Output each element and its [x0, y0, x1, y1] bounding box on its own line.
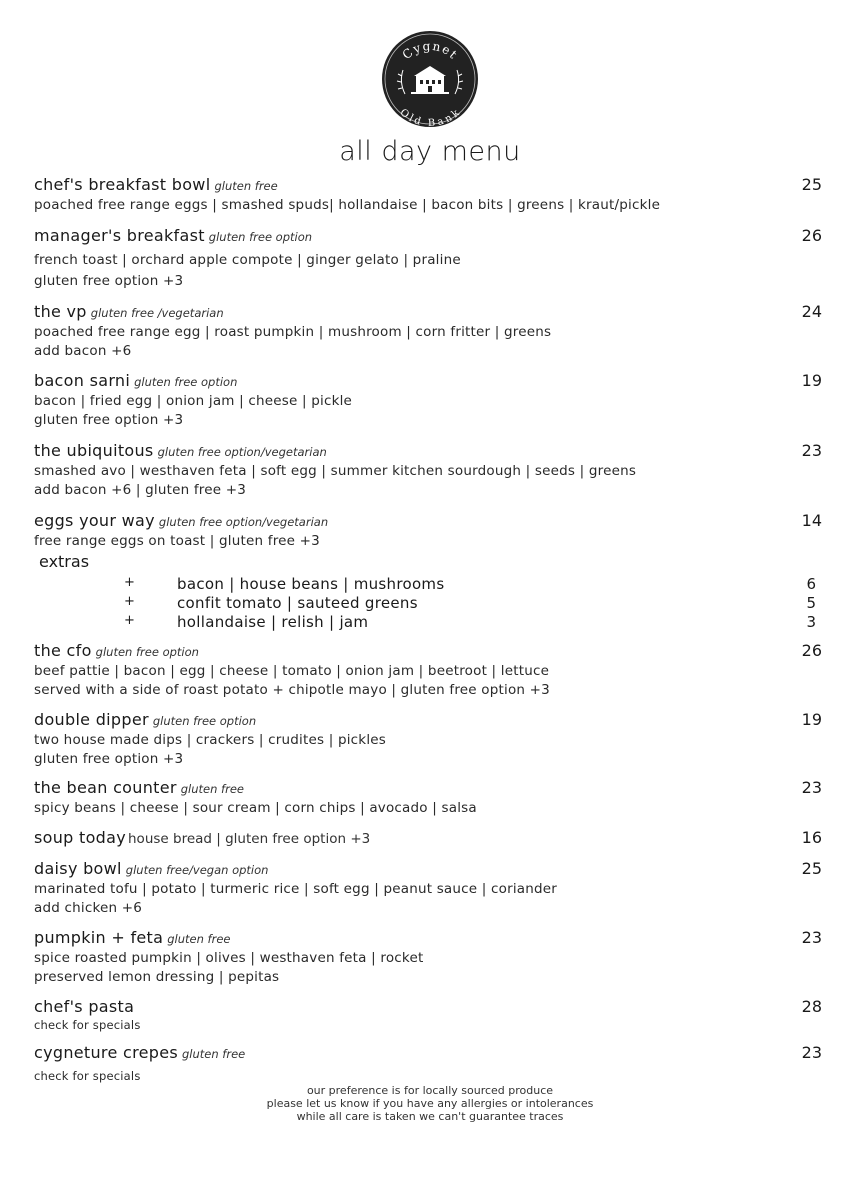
item-description: preserved lemon dressing | pepitas — [34, 969, 280, 985]
item-price: 23 — [801, 928, 822, 947]
item-price: 25 — [801, 859, 822, 878]
menu-item — [34, 778, 824, 818]
extra-text: confit tomato | sauteed greens — [177, 594, 418, 612]
menu-item — [34, 828, 824, 849]
item-note: gluten free option/vegetarian — [158, 515, 329, 529]
logo-bottom-text: Old Bank — [397, 107, 463, 128]
menu-item — [34, 441, 824, 500]
item-name: daisy bowl — [34, 859, 122, 878]
plus-icon: + — [124, 594, 135, 609]
item-option: add bacon +6 | gluten free +3 — [34, 482, 247, 498]
item-note: gluten free option — [208, 230, 313, 244]
item-price: 19 — [801, 710, 822, 729]
menu-item — [34, 175, 824, 215]
item-note: house bread | gluten free option +3 — [128, 831, 371, 847]
item-option: add bacon +6 — [34, 343, 132, 359]
item-note: gluten free/vegan option — [125, 863, 269, 877]
item-note: gluten free /vegetarian — [90, 306, 224, 320]
item-price: 26 — [801, 641, 822, 660]
extra-price: 3 — [806, 613, 816, 631]
item-price: 23 — [801, 1043, 822, 1062]
extra-row — [0, 575, 860, 595]
menu-item — [34, 859, 824, 918]
item-note: gluten free option — [134, 375, 238, 389]
extra-row — [0, 594, 860, 614]
menu-title: all day menu — [339, 136, 521, 167]
item-name: manager's breakfast — [34, 226, 205, 245]
menu-item — [34, 997, 824, 1033]
item-name: soup today — [34, 828, 126, 847]
item-name: chef's breakfast bowl — [34, 175, 211, 194]
item-price: 25 — [801, 175, 822, 194]
item-name: eggs your way — [34, 511, 155, 530]
item-note: gluten free — [181, 1047, 246, 1061]
item-description: bacon | fried egg | onion jam | cheese | pickle — [34, 393, 353, 409]
item-description: french toast | orchard apple compote | ginger gelato | praline — [34, 252, 461, 268]
item-name: the ubiquitous — [34, 441, 154, 460]
item-name: double dipper — [34, 710, 149, 729]
menu-item — [34, 710, 824, 769]
menu-item — [34, 1043, 824, 1084]
item-note: gluten free option — [95, 645, 199, 659]
menu-item — [34, 371, 824, 430]
item-price: 24 — [801, 302, 822, 321]
item-note: gluten free — [214, 179, 278, 193]
menu-item — [34, 511, 824, 551]
footer-line: please let us know if you have any allergies or intolerances — [266, 1097, 594, 1110]
item-name: cygneture crepes — [34, 1043, 178, 1062]
footer-line: while all care is taken we can't guarantee traces — [296, 1110, 564, 1123]
item-option: gluten free option +3 — [34, 273, 184, 289]
item-option: add chicken +6 — [34, 900, 143, 916]
item-description: spice roasted pumpkin | olives | westhaven feta | rocket — [34, 950, 424, 966]
plus-icon: + — [124, 613, 135, 628]
item-price: 28 — [801, 997, 822, 1016]
item-description: smashed avo | westhaven feta | soft egg | summer kitchen sourdough | seeds | greens — [34, 463, 637, 479]
menu-item — [34, 641, 824, 700]
item-option: gluten free option +3 — [34, 412, 184, 428]
item-option: served with a side of roast potato + chipotle mayo | gluten free option +3 — [34, 682, 550, 698]
item-price: 23 — [801, 441, 822, 460]
extras-label: extras — [39, 552, 90, 571]
item-description: spicy beans | cheese | sour cream | corn chips | avocado | salsa — [34, 800, 477, 816]
item-name: the cfo — [34, 641, 92, 660]
extra-text: bacon | house beans | mushrooms — [177, 575, 445, 593]
item-name: bacon sarni — [34, 371, 131, 390]
item-description: two house made dips | crackers | crudites | pickles — [34, 732, 387, 748]
menu-item — [34, 928, 824, 987]
item-description: marinated tofu | potato | turmeric rice | soft egg | peanut sauce | coriander — [34, 881, 558, 897]
menu-item — [34, 302, 824, 361]
item-description: check for specials — [34, 1069, 141, 1083]
item-description: beef pattie | bacon | egg | cheese | tomato | onion jam | beetroot | lettuce — [34, 663, 550, 679]
item-price: 19 — [801, 371, 822, 390]
item-note: gluten free — [167, 932, 231, 946]
plus-icon: + — [124, 575, 135, 590]
item-price: 26 — [801, 226, 822, 245]
cygnet-old-bank-logo — [381, 30, 479, 128]
menu-item — [34, 226, 824, 291]
item-price: 23 — [801, 778, 822, 797]
extra-row — [0, 613, 860, 633]
footer-notes — [0, 1084, 860, 1123]
item-name: chef's pasta — [34, 997, 135, 1016]
extra-text: hollandaise | relish | jam — [177, 613, 369, 631]
item-price: 16 — [801, 828, 822, 847]
extra-price: 6 — [806, 575, 816, 593]
item-name: the bean counter — [34, 778, 177, 797]
item-description: poached free range eggs | smashed spuds| hollandaise | bacon bits | greens | kraut/pickle — [34, 197, 661, 213]
item-description: free range eggs on toast | gluten free +3 — [34, 533, 320, 549]
item-name: the vp — [34, 302, 87, 321]
footer-line: our preference is for locally sourced produce — [306, 1084, 554, 1097]
item-description: check for specials — [34, 1018, 141, 1032]
item-note: gluten free option — [152, 714, 257, 728]
item-description: poached free range egg | roast pumpkin | mushroom | corn fritter | greens — [34, 324, 552, 340]
item-price: 14 — [801, 511, 822, 530]
extra-price: 5 — [806, 594, 816, 612]
item-note: gluten free — [180, 782, 244, 796]
item-name: pumpkin + feta — [34, 928, 164, 947]
item-note: gluten free option/vegetarian — [157, 445, 327, 459]
logo-top-text: Cygnet — [399, 38, 461, 63]
item-option: gluten free option +3 — [34, 751, 184, 767]
